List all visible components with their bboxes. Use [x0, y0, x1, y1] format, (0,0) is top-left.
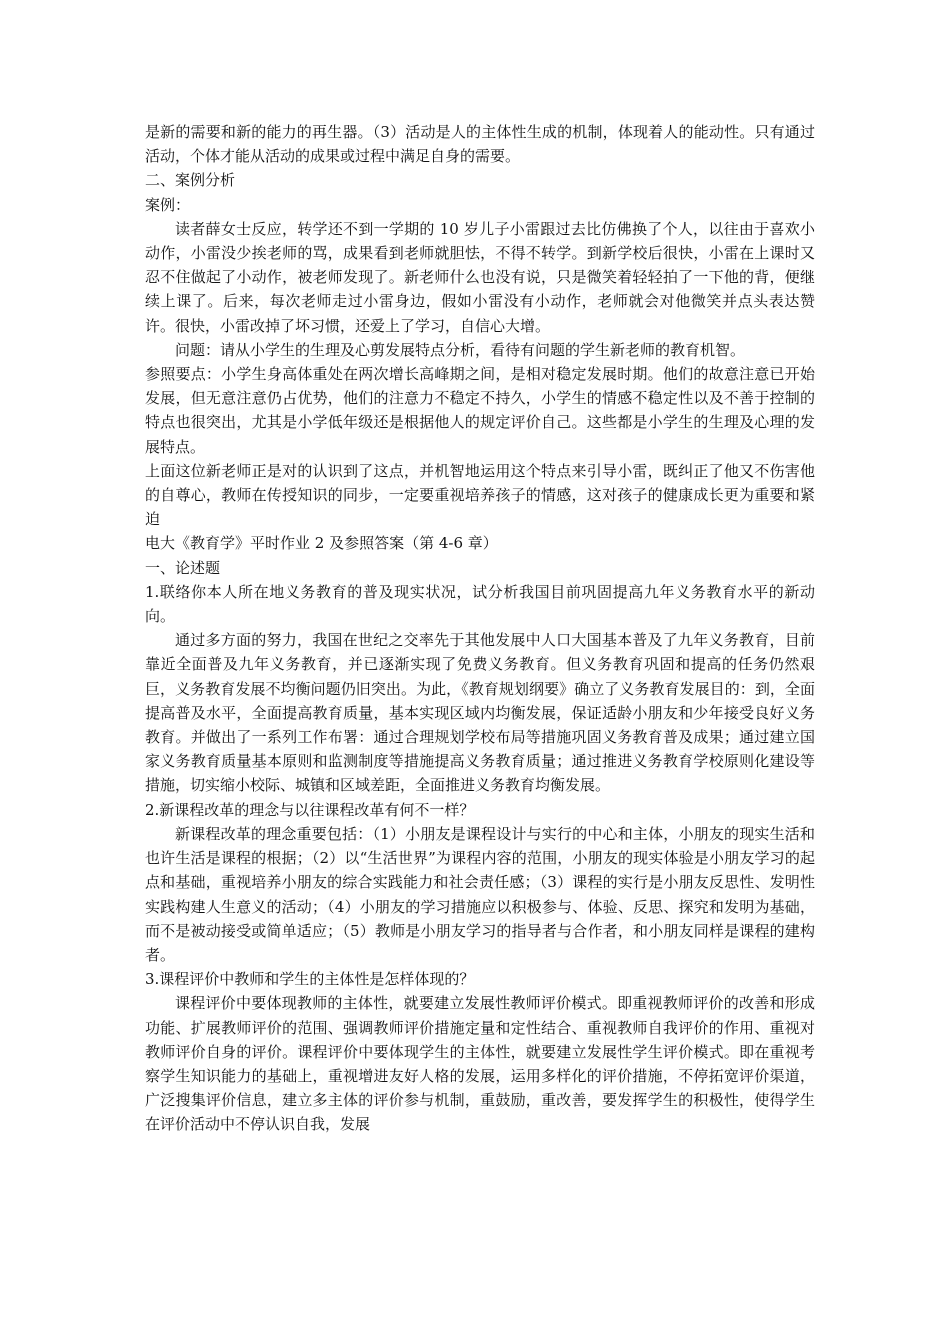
document-page	[145, 120, 815, 1137]
teacher-analysis-paragraph: 上面这位新老师正是对的认识到了这点，并机智地运用这个特点来引导小雷，既纠正了他又不伤害他的自尊心，教师在传授知识的同步，一定要重视培养孩子的情感，这对孩子的健康成长更为重要和紧迫	[145, 461, 815, 529]
answer-1: 通过多方面的努力，我国在世纪之交率先于其他发展中人口大国基本普及了九年义务教育，目前靠近全面普及九年义务教育，并已逐渐实现了免费义务教育。但义务教育巩固和提高的任务仍然艰巨，义务教育发展不均衡问题仍旧突出。为此，《教育规划纲要》确立了义务教育发展目的：到，全面提高普及水平，全面提高教育质量，基本实现区域内均衡发展，保证适龄小朋友和少年接受良好义务教育。并做出了一系列工作布署：通过合理规划学校布局等措施巩固义务教育普及成果；通过建立国家义务教育质量基本原则和监测制度等措施提高义务教育质量；通过推进义务教育学校原则化建设等措施，切实缩小校际、城镇和区域差距，全面推进义务教育均衡发展。	[145, 631, 815, 795]
case-paragraph: 读者薛女士反应，转学还不到一学期的 10 岁儿子小雷跟过去比仿佛换了个人，以往由于喜欢小动作，小雷没少挨老师的骂，成果看到老师就胆怯，不得不转学。到新学校后很快，小雷在上课时又忍不住做起了小动作，被老师发现了。新老师什么也没有说，只是微笑着轻轻拍了一下他的背，便继续上课了。后来，每次老师走过小雷身边，假如小雷没有小动作，老师就会对他微笑并点头表达赞许。很快，小雷改掉了坏习惯，还爱上了学习，自信心大增。	[145, 219, 815, 335]
case-label: 案例：	[145, 195, 191, 214]
question-1: 1.联络你本人所在地义务教育的普及现实状况，试分析我国目前巩固提高九年义务教育水平的新动向。	[145, 582, 815, 626]
assignment-title: 电大《教育学》平时作业 2 及参照答案（第 4-6 章）	[145, 534, 498, 553]
paragraph-continuation: 是新的需要和新的能力的再生器。（3）活动是人的主体性生成的机制，体现着人的能动性。只有通过活动，个体才能从活动的成果或过程中满足自身的需要。	[145, 123, 815, 166]
question-paragraph: 问题：请从小学生的生理及心剪发展特点分析，看待有问题的学生新老师的教育机智。	[175, 340, 746, 359]
answer-3: 课程评价中要体现教师的主体性，就要建立发展性教师评价模式。即重视教师评价的改善和形成功能、扩展教师评价的范围、强调教师评价措施定量和定性结合、重视教师自我评价的作用、重视对教师评价自身的评价。课程评价中要体现学生的主体性，就要建立发展性学生评价模式。即在重视考察学生知识能力的基础上，重视增进友好人格的发展，运用多样化的评价措施，不停拓宽评价渠道，广泛搜集评价信息，建立多主体的评价参与机制，重鼓励，重改善，要发挥学生的积极性，使得学生在评价活动中不停认识自我，发展	[145, 994, 815, 1134]
section-heading-case-analysis: 二、案例分析	[145, 171, 236, 190]
reference-points-paragraph: 参照要点：小学生身高体重处在两次增长高峰期之间，是相对稳定发展时期。他们的故意注意已开始发展，但无意注意仍占优势，他们的注意力不稳定不持久，小学生的情感不稳定性以及不善于控制的特点也很突出，尤其是小学低年级还是根据他人的规定评价自己。这些都是小学生的生理及心理的发展特点。	[145, 365, 815, 456]
question-2: 2.新课程改革的理念与以往课程改革有何不一样？	[145, 800, 475, 819]
section-heading-essay: 一、论述题	[145, 558, 221, 577]
question-3: 3.课程评价中教师和学生的主体性是怎样体现的？	[145, 970, 475, 989]
answer-2: 新课程改革的理念重要包括：（1）小朋友是课程设计与实行的中心和主体，小朋友的现实生活和也许生活是课程的根据；（2）以“生活世界”为课程内容的范围，小朋友的现实体验是小朋友学习的起点和基础，重视培养小朋友的综合实践能力和社会责任感；（3）课程的实行是小朋友反思性、发明性实践构建人生意义的活动；（4）小朋友的学习措施应以积极参与、体验、反思、探究和发明为基础，而不是被动接受或简单适应；（5）教师是小朋友学习的指导者与合作者，和小朋友同样是课程的建构者。	[145, 824, 815, 964]
